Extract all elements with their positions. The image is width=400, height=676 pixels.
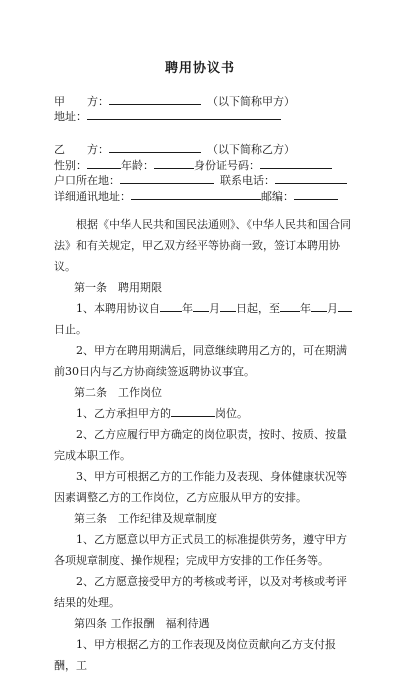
end-year-field[interactable]	[280, 300, 300, 312]
party-b-label: 乙 方：	[54, 143, 109, 156]
clause-text: 日止。	[54, 323, 87, 336]
clause-text: 1、乙方承担甲方的	[76, 407, 171, 420]
clause-text: 月	[209, 302, 220, 315]
start-day-field[interactable]	[220, 300, 236, 312]
agreement-body	[54, 214, 354, 676]
document-title: 聘用协议书	[164, 61, 235, 76]
id-label: 身份证号码：	[194, 159, 260, 172]
party-a-address-field[interactable]	[87, 108, 281, 120]
gender-field[interactable]	[87, 157, 121, 169]
party-b-residence-line	[54, 172, 347, 188]
intro-paragraph: 根据《中华人民共和国民法通则》、《中华人民共和国合同法》和有关规定，甲乙双方经平等协商一致，签订本聘用协议。	[54, 218, 351, 273]
gender-label: 性别：	[54, 159, 87, 172]
party-b-info-line	[54, 157, 332, 173]
article1-clause2: 2、甲方在聘用期满后，同意继续聘用乙方的，可在期满前30日内与乙方协商续签返聘协议事宜。	[54, 344, 347, 378]
postcode-label: 邮编：	[261, 190, 294, 203]
article2-clause2: 2、乙方应履行甲方确定的岗位职责，按时、按质、按量完成本职工作。	[54, 428, 347, 462]
clause-text: 年	[182, 302, 193, 315]
clause-text: 日起，至	[236, 302, 280, 315]
article4-heading: 第四条 工作报酬 福利待遇	[74, 617, 210, 630]
clause-text: 岗位。	[215, 407, 248, 420]
article2-clause1	[54, 403, 354, 424]
party-a-label: 甲 方：	[54, 95, 109, 108]
article4-clause1: 1、甲方根据乙方的工作表现及岗位贡献向乙方支付报酬，工	[54, 638, 336, 672]
age-field[interactable]	[154, 157, 194, 169]
postcode-field[interactable]	[294, 188, 338, 200]
start-year-field[interactable]	[160, 300, 182, 312]
article1-clause1	[54, 298, 354, 340]
party-a-name-field[interactable]	[109, 93, 201, 105]
end-day-field[interactable]	[338, 300, 352, 312]
party-a-address-label: 地址：	[54, 110, 87, 123]
clause-text: 月	[327, 302, 338, 315]
party-a-note: （以下简称甲方）	[207, 95, 295, 108]
article2-heading: 第二条 工作岗位	[74, 386, 162, 399]
residence-field[interactable]	[120, 172, 214, 184]
party-b-name-field[interactable]	[109, 141, 201, 153]
end-month-field[interactable]	[311, 300, 327, 312]
clause-text: 年	[300, 302, 311, 315]
article3-heading: 第三条 工作纪律及规章制度	[74, 512, 217, 525]
position-field[interactable]	[171, 405, 215, 417]
article1-heading: 第一条 聘用期限	[74, 281, 162, 294]
party-a-address-line	[54, 108, 281, 124]
phone-label: 联系电话：	[220, 174, 275, 187]
residence-label: 户口所在地：	[54, 174, 120, 187]
start-month-field[interactable]	[193, 300, 209, 312]
age-label: 年龄：	[121, 159, 154, 172]
article3-clause1: 1、乙方愿意以甲方正式员工的标准提供劳务，遵守甲方各项规章制度、操作规程；完成甲方安排的工作任务等。	[54, 533, 347, 567]
party-b-note: （以下简称乙方）	[207, 143, 295, 156]
party-a-line	[54, 93, 295, 109]
id-number-field[interactable]	[260, 157, 332, 169]
party-b-contact-line	[54, 188, 338, 204]
article3-clause2: 2、乙方愿意接受甲方的考核或考评，以及对考核或考评结果的处理。	[54, 575, 347, 609]
article2-clause3: 3、甲方可根据乙方的工作能力及表现、身体健康状况等因素调整乙方的工作岗位，乙方应服从甲方的安排。	[54, 470, 347, 504]
party-b-line	[54, 141, 295, 157]
phone-field[interactable]	[275, 172, 347, 184]
clause-text: 1、本聘用协议自	[76, 302, 160, 315]
contact-address-field[interactable]	[131, 188, 261, 200]
contact-address-label: 详细通讯地址：	[54, 190, 131, 203]
